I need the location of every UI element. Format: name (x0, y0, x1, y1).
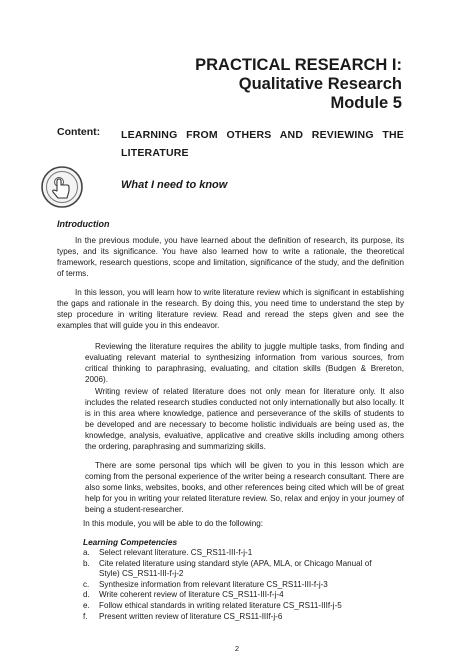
list-item-letter: d. (83, 590, 90, 600)
list-item-letter: e. (83, 600, 90, 610)
list-item (83, 580, 394, 591)
section-heading: What I need to know (121, 179, 228, 191)
hand-touch-icon (40, 165, 84, 209)
intro-paragraph-1: In the previous module, you have learned about the definition of research, its purpose, its types, and its significance. You have also learned how to write a rationale, the theoretical framework, research questions, scope and limitation, significance of the study, and the definition of terms. (57, 236, 404, 279)
list-item-text: Follow ethical standards in writing related literature CS_RS11-IIIf-j-5 (99, 600, 342, 610)
list-item (83, 612, 394, 623)
list-item-text: Write coherent review of literature CS_RS11-III-f-j-4 (99, 590, 284, 600)
competencies-heading: Learning Competencies (83, 537, 178, 547)
title-line-1: PRACTICAL RESEARCH I: (195, 56, 402, 74)
list-item-letter: b. (83, 558, 90, 568)
list-item-text: Present written review of literature CS_RS11-IIIf-j-6 (99, 611, 283, 621)
page-number: 2 (234, 644, 240, 653)
module-title (195, 56, 402, 113)
introduction-heading: Introduction (57, 219, 110, 229)
quote-paragraph-2: Writing review of related literature does not only mean for literature only. It also includes the related research studies conducted not only internationally but also locally. It is in this area where knowledge, patience and perseverance of the skills of students to be developed and are necessary to become holistic individuals are being used as, the knowledge, analysis, evaluative, applicative and creative skills including among others the ordering, paraphrasing and summarizing skills. (85, 387, 404, 452)
title-line-3: Module 5 (330, 94, 402, 112)
list-item (83, 601, 394, 612)
content-label: Content: (57, 126, 101, 138)
module-intro-text: In this module, you will be able to do the following: (83, 519, 263, 528)
intro-paragraph-2: In this lesson, you will learn how to write literature review which is significant in establishing the gaps and rationale in the research. By doing this, you need time to understand the step by step procedure in writing literature review. Read and reread the steps given and see the examples that will guide you in this endeavor. (57, 288, 404, 331)
quote-paragraph-3: There are some personal tips which will be given to you in this lesson which are coming from the personal experience of the writer being a research consultant. There are also some links, websites, books, and other references being cited which will be of great help for you in writing your related literature review. So, relax and enjoy in your journey of being a student-researcher. (85, 461, 404, 515)
title-line-2: Qualitative Research (238, 75, 402, 93)
list-item-text: Cite related literature using standard style (APA, MLA, or Chicago Manual of Style) CS_RS11-III-f-j-2 (99, 558, 372, 579)
list-item-letter: c. (83, 579, 90, 589)
list-item (83, 559, 394, 580)
list-item-text: Synthesize information from relevant literature CS_RS11-III-f-j-3 (99, 579, 328, 589)
list-item-text: Select relevant literature. CS_RS11-III-f-j-1 (99, 548, 253, 557)
content-title: LEARNING FROM OTHERS AND REVIEWING THE LITERATURE (121, 129, 404, 159)
list-item (83, 590, 394, 601)
list-item-letter: a. (83, 548, 90, 557)
quote-paragraph-1: Reviewing the literature requires the ability to juggle multiple tasks, from finding and evaluating relevant material to synthesizing information from various sources, from critical thinking to paraphrasing, evaluating, and citation skills (Budgen & Brereton, 2006). (85, 342, 404, 385)
competencies-list (83, 548, 394, 622)
list-item-letter: f. (83, 611, 88, 621)
list-item (83, 548, 394, 559)
